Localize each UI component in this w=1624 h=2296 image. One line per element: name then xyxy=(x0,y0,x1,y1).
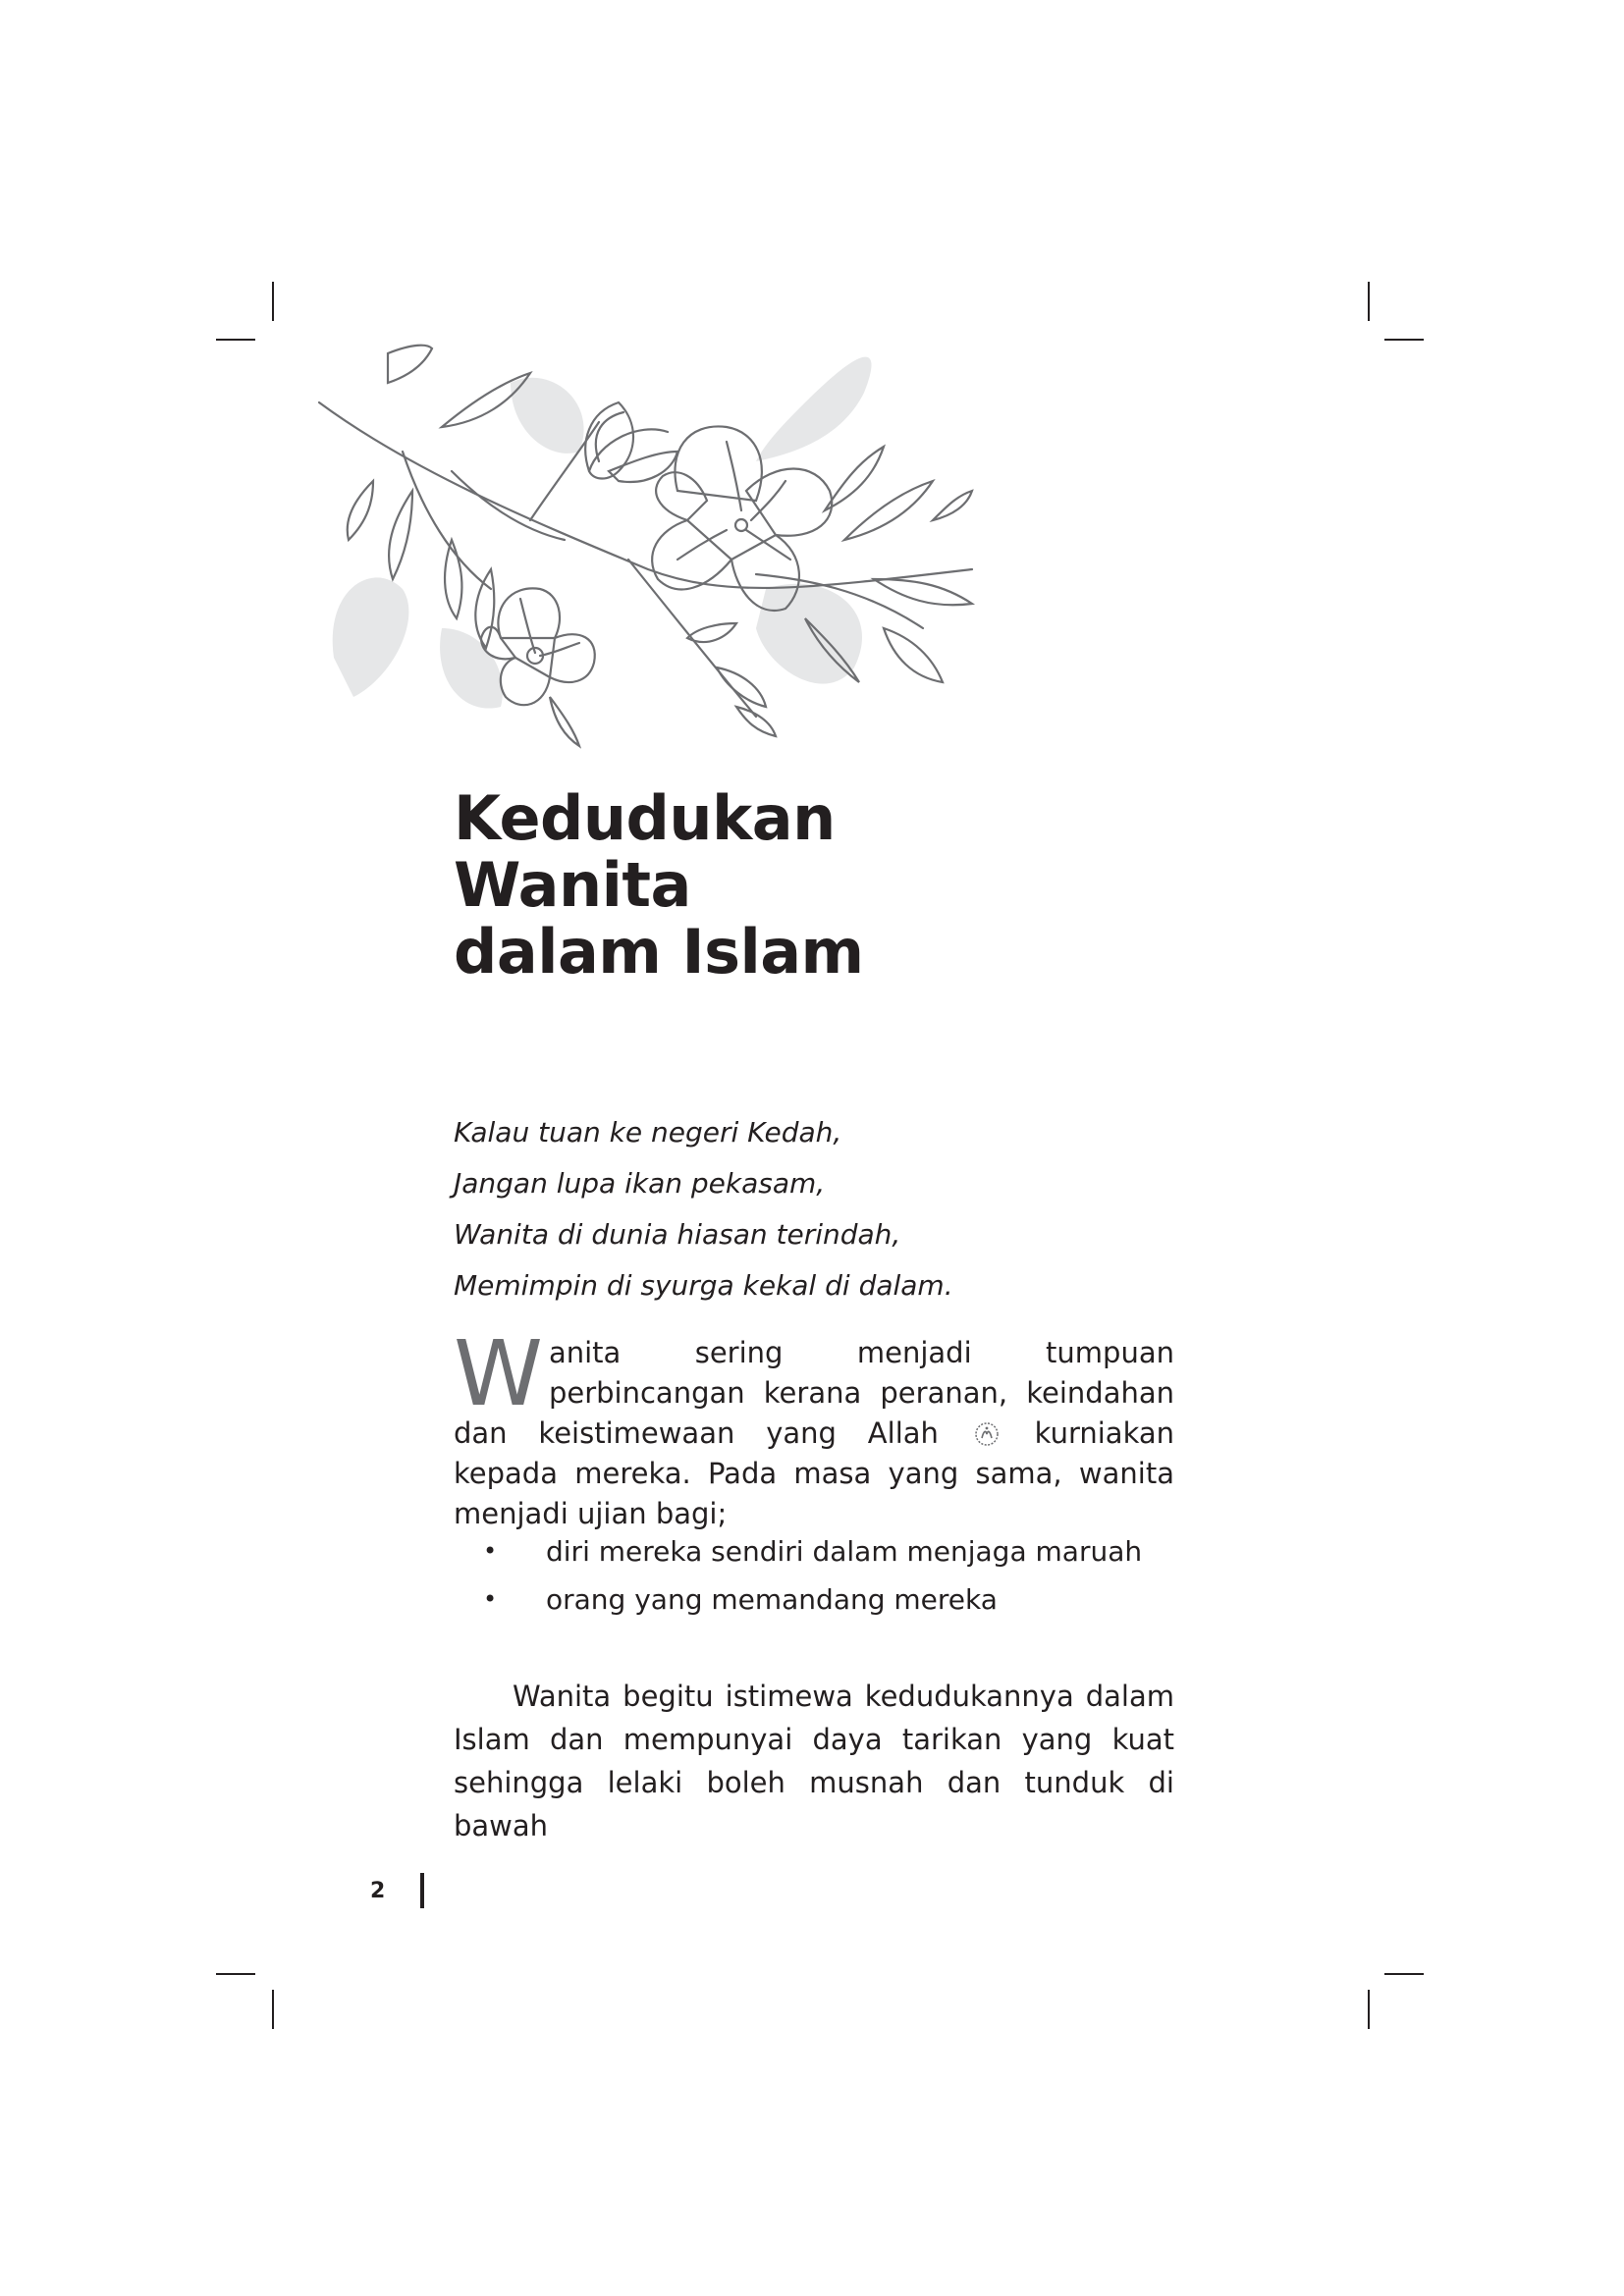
bullet-marker: • xyxy=(483,1585,498,1613)
bullet-list xyxy=(454,1527,1239,1624)
crop-mark-bottom-left-horizontal xyxy=(216,1973,255,1975)
crop-mark-bottom-right-horizontal xyxy=(1384,1973,1424,1975)
intro-text-part-2: kurniakan kepada mereka. Pada masa yang sama, wanita menjadi ujian bagi; xyxy=(454,1416,1175,1530)
chapter-title-line-1: Kedudukan xyxy=(454,782,836,854)
poem-line-2: Jangan lupa ikan pekasam, xyxy=(454,1167,826,1200)
crop-mark-top-right-vertical xyxy=(1368,282,1370,321)
list-item xyxy=(454,1527,1239,1575)
list-item-text: diri mereka sendiri dalam menjaga maruah xyxy=(546,1535,1143,1568)
body-paragraph: Wanita begitu istimewa kedudukannya dalam Islam dan mempunyai daya tarikan yang kuat sehingga lelaki boleh musnah dan tunduk di bawah xyxy=(454,1680,1174,1842)
crop-mark-bottom-right-vertical xyxy=(1368,1990,1370,2029)
poem-line-3: Wanita di dunia hiasan terindah, xyxy=(454,1218,901,1251)
chapter-title-line-3: dalam Islam xyxy=(454,916,864,988)
crop-mark-top-right-horizontal xyxy=(1384,339,1424,341)
pantun-poem xyxy=(454,1107,1239,1311)
intro-text-part-1: anita sering menjadi tumpuan perbincangan kerana peranan, keindahan dan keistimewaan yang Allah xyxy=(454,1336,1174,1450)
poem-line-4: Memimpin di syurga kekal di dalam. xyxy=(454,1269,953,1302)
list-item-text: orang yang memandang mereka xyxy=(546,1583,998,1616)
intro-paragraph xyxy=(454,1321,1175,1534)
poem-line-1: Kalau tuan ke negeri Kedah, xyxy=(454,1116,842,1148)
crop-mark-top-left-horizontal xyxy=(216,339,255,341)
crop-mark-bottom-left-vertical xyxy=(272,1990,274,2029)
list-item xyxy=(454,1575,1239,1624)
drop-cap: W xyxy=(454,1321,543,1426)
chapter-title-line-2: Wanita xyxy=(454,849,691,921)
allah-calligraphy-icon xyxy=(974,1421,1000,1447)
floral-illustration-icon xyxy=(295,344,1001,756)
crop-mark-top-left-vertical xyxy=(272,282,274,321)
bullet-marker: • xyxy=(483,1537,498,1565)
page-number: 2 xyxy=(370,1879,386,1903)
chapter-title xyxy=(454,782,1239,988)
page-number-divider xyxy=(420,1873,424,1908)
